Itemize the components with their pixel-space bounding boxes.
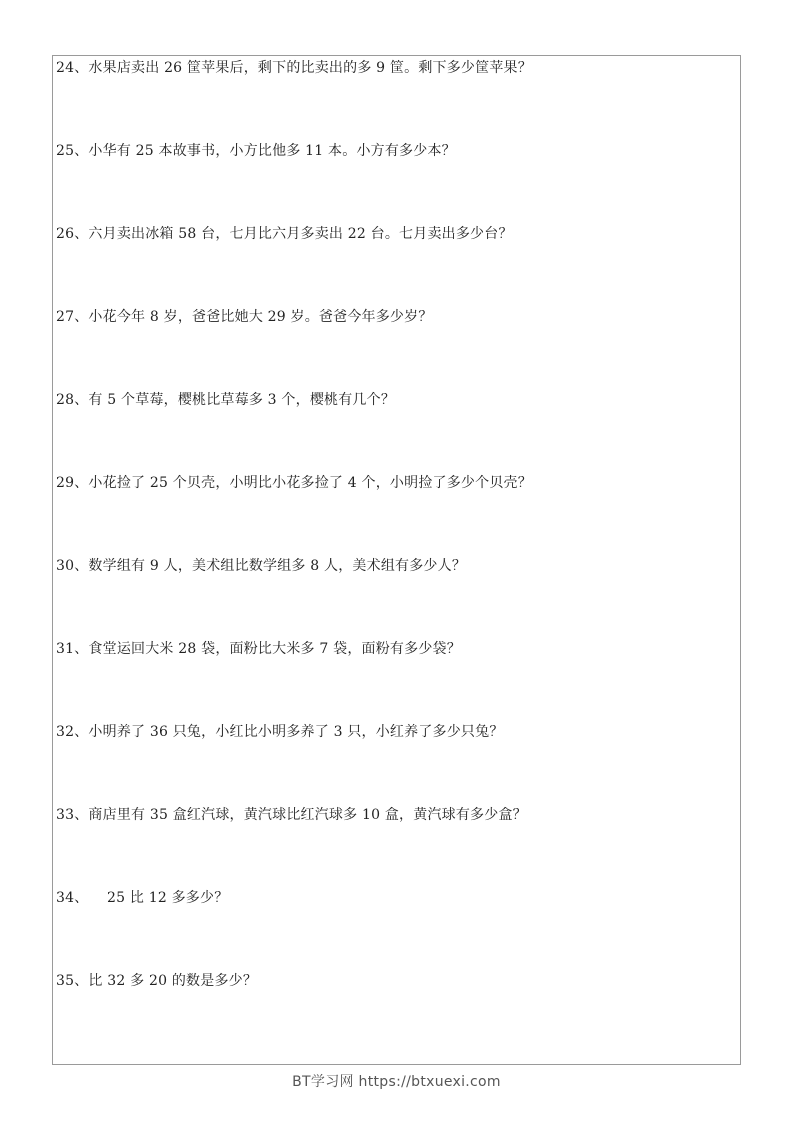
question-35: 35、比 32 多 20 的数是多少？ (56, 973, 258, 989)
question-31: 31、食堂运回大米 28 袋，面粉比大米多 7 袋，面粉有多少袋？ (56, 641, 461, 657)
question-24: 24、水果店卖出 26 筐苹果后，剩下的比卖出的多 9 筐。剩下多少筐苹果？ (56, 60, 532, 76)
question-27: 27、小花今年 8 岁，爸爸比她大 29 岁。爸爸今年多少岁？ (56, 309, 433, 325)
question-34: 34、 25 比 12 多多少？ (56, 890, 229, 906)
question-25: 25、小华有 25 本故事书，小方比他多 11 本。小方有多少本？ (56, 143, 456, 159)
question-29: 29、小花捡了 25 个贝壳，小明比小花多捡了 4 个，小明捡了多少个贝壳？ (56, 475, 532, 491)
question-28: 28、有 5 个草莓，樱桃比草莓多 3 个，樱桃有几个？ (56, 392, 396, 408)
question-32: 32、小明养了 36 只兔，小红比小明多养了 3 只，小红养了多少只兔？ (56, 724, 504, 740)
question-30: 30、数学组有 9 人，美术组比数学组多 8 人，美术组有多少人？ (56, 558, 467, 574)
question-33: 33、商店里有 35 盒红汽球，黄汽球比红汽球多 10 盒，黄汽球有多少盒？ (56, 807, 527, 823)
footer-watermark: BT学习网 https://btxuexi.com (292, 1074, 501, 1090)
question-26: 26、六月卖出冰箱 58 台，七月比六月多卖出 22 台。七月卖出多少台？ (56, 226, 513, 242)
